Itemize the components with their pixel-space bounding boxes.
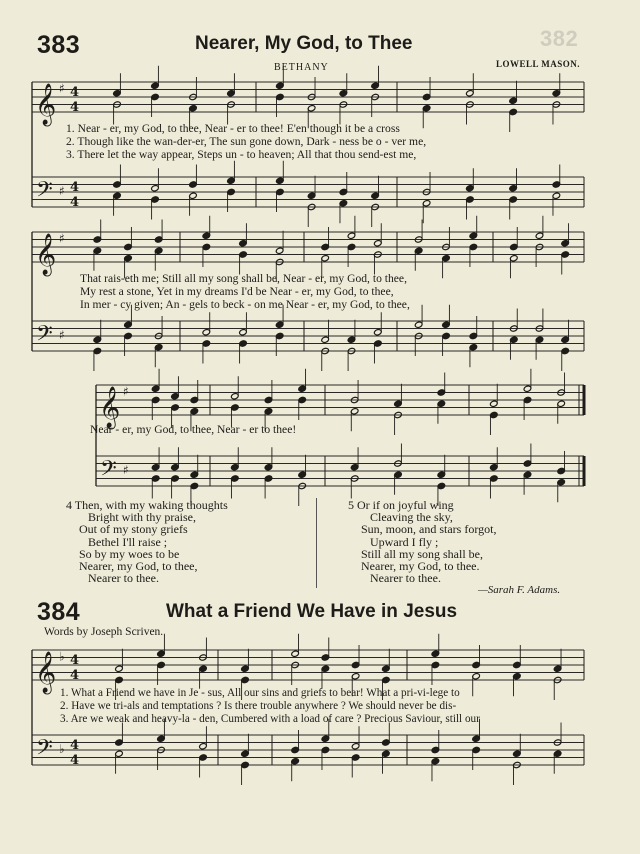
hymn-384-number: 384 [37, 598, 81, 626]
treble-clef-icon: 𝄞 [99, 387, 121, 428]
bass-clef-icon: 𝄢 [100, 456, 117, 487]
verse-4-line-4: Bethel I'll raise ; [88, 534, 168, 549]
time-signature-treble-denominator: 4 [70, 668, 80, 683]
verse-4-line-5: So by my woes to be [79, 546, 180, 561]
hymn-384-title: What a Friend We Have in Jesus [166, 601, 458, 622]
key-signature-treble: ♯ [59, 81, 65, 96]
key-signature-treble: ♯ [123, 384, 129, 399]
hymn-383-composer: LOWELL MASON. [496, 59, 581, 69]
bass-clef-icon: 𝄢 [36, 321, 53, 352]
hymn-384-lyric-line-3: 3. Are we weak and heavy-la - den, Cumbered with a load of care ? Precious Saviour, still our [60, 713, 480, 725]
bleed-through-page-number: 382 [540, 26, 579, 51]
time-signature-bass-denominator: 4 [70, 195, 80, 210]
hymn-383-title: Nearer, My God, to Thee [195, 33, 413, 54]
key-signature-bass: ♯ [123, 463, 129, 477]
hymn-383-system3-lyric-line: Near - er, my God, to thee, Near - er to thee! [90, 423, 297, 436]
hymn-383-attribution: —Sarah F. Adams. [478, 584, 561, 596]
hymn-383-system1-lyric-line-3: 3. There let the way appear, Steps un - to heaven; All that thou send-est me, [66, 148, 417, 161]
verse-4-line-2: Bright with thy praise, [88, 510, 196, 525]
verse-5-line-5: Still all my song shall be, [361, 546, 483, 561]
time-signature-treble-denominator: 4 [70, 100, 80, 115]
verse-5-line-2: Cleaving the sky, [370, 510, 453, 525]
verse-5-line-3: Sun, moon, and stars forgot, [361, 522, 497, 537]
bass-clef-icon: 𝄢 [36, 177, 53, 208]
hymn-383-system2-lyric-line-3: In mer - cy given; An - gels to beck - on me Near - er, my God, to thee, [80, 298, 410, 311]
hymn-383-system1-lyric-line-1: 1. Near - er, my God, to thee, Near - er to thee! E'en though it be a cross [66, 122, 400, 135]
verse-4-line-1: 4 Then, with my waking thoughts [66, 498, 228, 512]
treble-clef-icon: 𝄞 [35, 652, 57, 693]
hymn-384-lyric-line-1: 1. What a Friend we have in Je - sus, All our sins and griefs to bear! What a pri-vi-lege to [60, 687, 460, 699]
time-signature-treble-numerator: 4 [70, 85, 80, 100]
hymn-384-words-by: Words by Joseph Scriven. [44, 626, 164, 638]
key-signature-bass: ♯ [59, 328, 65, 342]
treble-clef-icon: 𝄞 [35, 84, 57, 125]
hymn-383-number: 383 [37, 31, 81, 59]
hymn-383-system2-lyric-line-2: My rest a stone, Yet in my dreams I'd be Near - er, my God, to thee, [80, 285, 394, 298]
time-signature-treble-numerator: 4 [70, 653, 80, 668]
hymn-383-verse-5 [348, 499, 496, 584]
time-signature-bass-numerator: 4 [70, 180, 80, 195]
time-signature-bass-numerator: 4 [70, 738, 80, 753]
verse-divider [316, 498, 317, 588]
hymn-383-system1-lyric-line-2: 2. Though like the wan-der-er, The sun gone down, Dark - ness be o - ver me, [66, 135, 427, 148]
verse-4-line-7: Nearer to thee. [88, 571, 159, 586]
verse-5-line-4: Upward I fly ; [370, 534, 439, 549]
key-signature-treble: ♭ [59, 649, 65, 664]
verse-5-line-6: Nearer, my God, to thee. [361, 559, 480, 574]
verse-4-line-6: Nearer, my God, to thee, [79, 559, 198, 574]
verse-4-line-3: Out of my stony griefs [79, 522, 188, 537]
bass-clef-icon: 𝄢 [36, 735, 53, 766]
key-signature-bass: ♭ [59, 742, 65, 756]
hymn-384-lyric-line-2: 2. Have we tri-als and temptations ? Is there trouble anywhere ? We should never be dis- [60, 700, 457, 712]
hymn-383-verse-4 [66, 499, 228, 584]
key-signature-bass: ♯ [59, 184, 65, 198]
hymn-383-tune-name: BETHANY [274, 62, 329, 73]
hymn-383-system2-lyric-line-1: That rais-eth me; Still all my song shall be, Near - er, my God, to thee, [80, 272, 407, 285]
treble-clef-icon: 𝄞 [35, 234, 57, 275]
verse-5-line-7: Nearer to thee. [370, 571, 441, 586]
verse-5-line-1: 5 Or if on joyful wing [348, 498, 454, 512]
key-signature-treble: ♯ [59, 231, 65, 246]
time-signature-bass-denominator: 4 [70, 753, 80, 768]
